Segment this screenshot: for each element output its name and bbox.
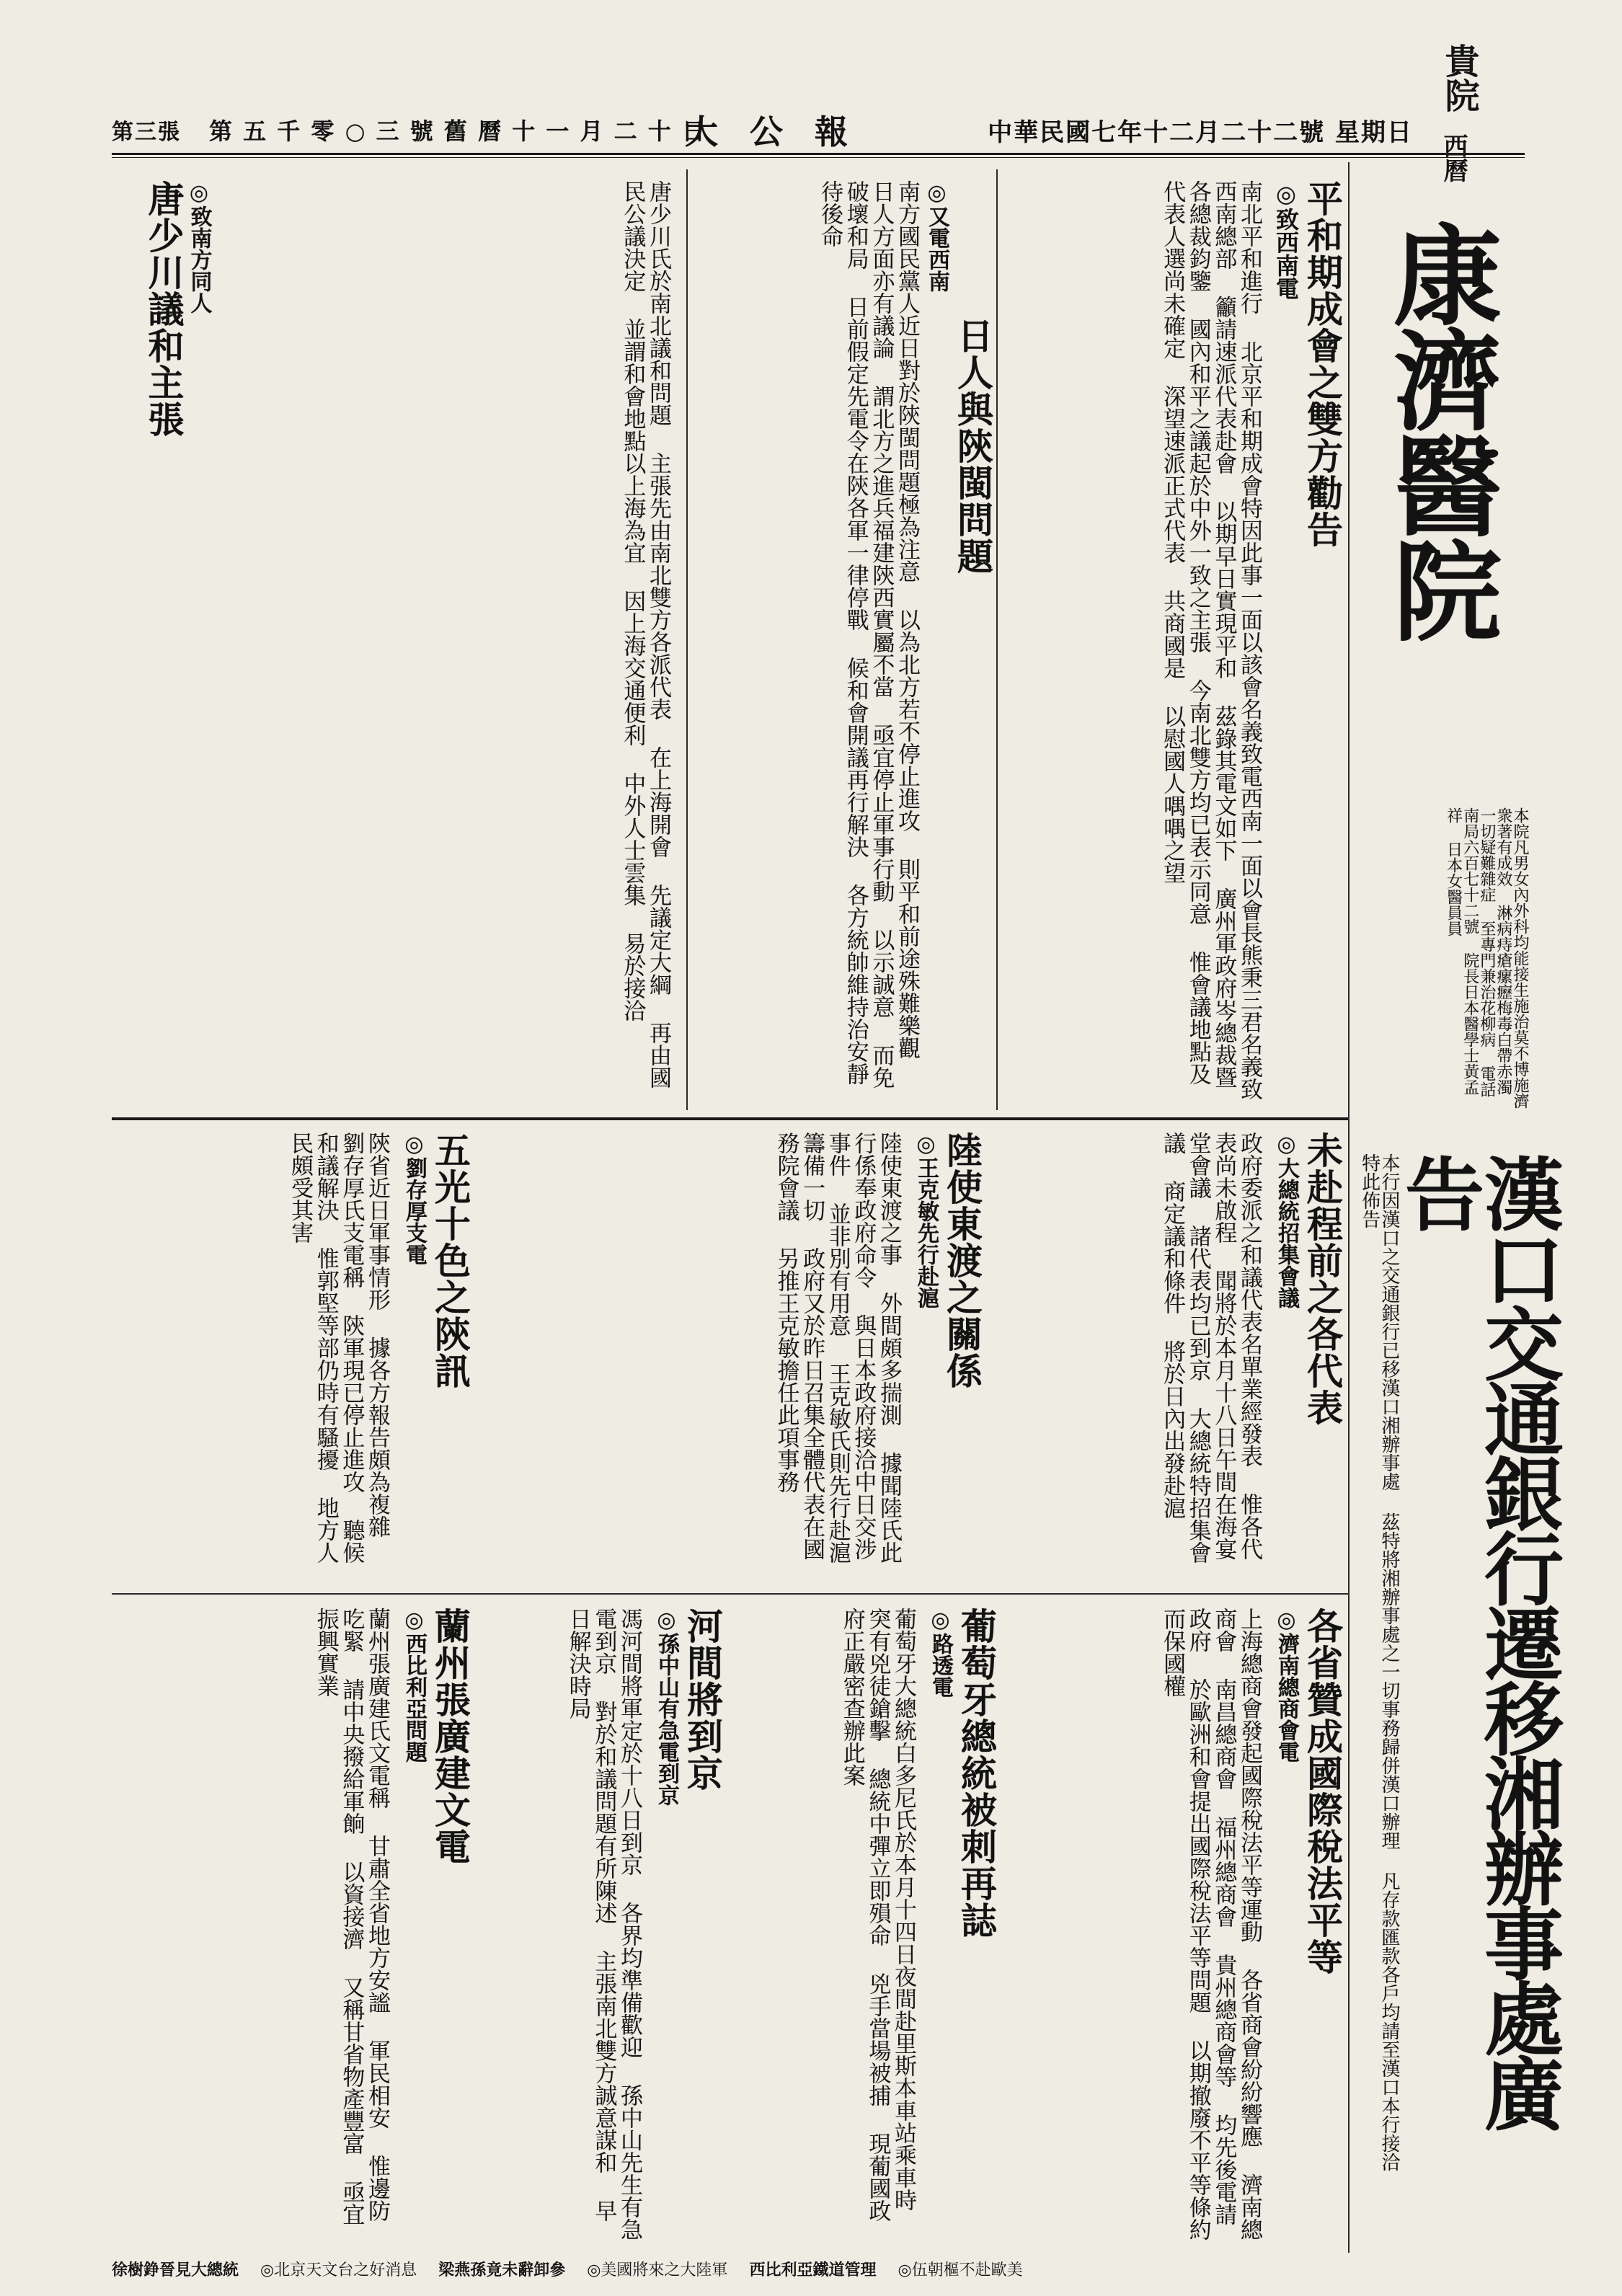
brief-headline: 徐樹錚晉見大總統 (112, 2261, 239, 2279)
masthead-rule (112, 153, 1525, 155)
article-body: 南北平和進行 北京平和期成會特因此事一面以該會名義致電西南一面以會長熊秉三君名義致西南總部 籲請速派代表赴會 以期早日實現平和 茲錄其電文如下 廣州軍政府岑總裁暨各總裁鈞鑒 國內和平之議起於中外一致之主張 今南北雙方均已表示同意 惟會議地點及代表人選尚未確定 深望速派正式代表 共商國是 以慰國人喁喁之望 (1159, 180, 1262, 1100)
brief-headline: 西比利亞鐵道管理 (749, 2261, 877, 2279)
masthead-paper-name: 大 公 報 (684, 112, 859, 151)
ad-divider (1348, 162, 1350, 2253)
article-shaanxi-news (115, 1125, 469, 1586)
article-body: 葡萄牙大總統白多尼氏於本月十四日夜間赴里斯本車站乘車時 突有兇徒鎗擊 總統中彈立即殞命 兇手當場被捕 現葡國政府正嚴密查辦此案 (838, 1608, 916, 2237)
article-body: 陝省近日軍事情形 據各方報告頗為複雜 劉存厚氏支電稱 陝軍現已停止進攻 聽候和議解決 惟郭堅等部仍時有騷擾 地方人民頗受其害 (287, 1132, 390, 1564)
article-headline: 葡萄牙總統被刺再誌 (955, 1608, 998, 1938)
article-headline: 蘭州張廣建文電 (429, 1608, 471, 1865)
article-subhead: ◎致南方同人 (186, 180, 212, 314)
masthead-rule-thin (112, 157, 1525, 158)
article-portugal (728, 1600, 998, 2249)
article-headline: 平和期成會之雙方勸告 (1301, 180, 1344, 548)
section-divider (112, 1117, 1348, 1120)
article-hejian (476, 1600, 724, 2249)
article-headline: 唐少川議和主張 (142, 180, 185, 438)
ad-hankou-bank (1355, 1125, 1564, 2256)
article-headline: 日人與陝閩問題 (952, 317, 994, 575)
article-body: 上海總商會發起國際稅法平等運動 各省商會紛紛響應 濟南總商會 南昌總商會 福州總商會 貴州總商會等 均先後電請政府 於歐洲和會提出國際稅法平等問題 以期撤廢不平等條約 而保國權 (1159, 1608, 1262, 2266)
article-body: 馮河間將軍定於十八日到京 各界均準備歡迎 孫中山先生有急電到京 對於和議問題有所陳述 主張南北雙方誠意謀和 早日解決時局 (564, 1608, 642, 2240)
article-headline: 各省贊成國際稅法平等 (1301, 1608, 1344, 1975)
ad-kangji-title: 康濟醫院 (1375, 220, 1502, 641)
article-subhead: ◎孫中山有急電到京 (654, 1608, 679, 1806)
masthead-issue-line: 第 五 千 零 ○ 三 號 舊 曆 十 一 月 二 十 日 (209, 118, 706, 145)
article-body: 蘭州張廣建氏文電稱 甘肅全省地方安謐 軍民相安 惟邊防吃緊 請中央撥給軍餉 以資接濟 又稱甘省物產豐富 亟宜振興實業 (312, 1608, 390, 2225)
article-headline: 五光十色之陝訊 (429, 1132, 471, 1389)
article-subhead: ◎致西南電 (1272, 180, 1300, 300)
brief-sub: ◎伍朝樞不赴歐美 (898, 2261, 1023, 2279)
article-lu-envoy (476, 1125, 995, 1590)
article-tariff-equality (1002, 1600, 1344, 2266)
column-rule (996, 169, 998, 1110)
article-body: 唐少川氏於南北議和問題 主張先由南北雙方各派代表 在上海開會 先議定大綱 再由國民公議決定 並謂和會地點以上海為宜 因上海交通便利 中外人士雲集 易於接洽 (619, 180, 671, 1089)
page-marker-right: 貴院 (1439, 43, 1479, 112)
ad-kangji-hospital (1355, 162, 1528, 1117)
article-headline: 未赴程前之各代表 (1301, 1132, 1344, 1426)
article-xu-shuzheng (1146, 1600, 1341, 1608)
ad-hankou-notice: 本行因漢口之交通銀行已移漢口湘辦事處 茲特將湘辦事處之一切事務歸併漢口辦理 凡存款匯款各戶均請至漢口本行接洽 特此佈告 (1358, 1153, 1400, 2193)
article-tang-shaochuan (115, 173, 678, 1110)
article-delegates (1002, 1125, 1344, 1586)
article-body: 南方國民黨人近日對於陝閩問題極為注意 以為北方若不停止進攻 則平和前途殊難樂觀 日人方面亦有議論 謂北方之進兵福建陝西實屬不當 亟宜停止軍事行動 以示誠意 而免破壞和局 日前假定先電令在陝各軍一律停戰 候和會開議再行解決 各方統帥維持治安靜待後命 (817, 180, 920, 1089)
page-marker-left: 西曆 (1439, 133, 1468, 182)
column-rule (686, 169, 688, 1110)
article-subhead: ◎王克敏先行赴滬 (913, 1132, 939, 1308)
article-subhead: ◎濟南總商會電 (1274, 1608, 1299, 1763)
article-lanzhou (115, 1600, 469, 2249)
article-headline: 河間將到京 (681, 1608, 724, 1791)
brief-headline: 梁燕孫竟未辭卸參 (438, 2261, 566, 2279)
ad-hankou-title: 漢口交通銀行遷移湘辦事處廣告 (1392, 1153, 1564, 2128)
ad-kangji-body: 本院凡男女內外科均能接生施治莫不博施濟衆著有成效 淋病痔瘡瘰癧梅毒白帶赤濁一切疑難雜症 至專門兼治花柳病 電話南局六百七十二號 院長日本醫學士黃孟祥 日本女醫員員 (1444, 807, 1529, 1109)
article-peace-society (1002, 173, 1344, 1110)
article-subhead: ◎西比利亞問題 (402, 1608, 427, 1763)
article-japan-shaanxi (692, 173, 994, 1110)
masthead-page-marker: 第三張 (112, 120, 181, 145)
bottom-briefs (112, 2258, 1348, 2292)
article-headline: 陸使東渡之關係 (941, 1132, 983, 1389)
row-rule (112, 1593, 1348, 1595)
article-subhead: ◎劉存厚支電 (402, 1132, 427, 1265)
article-body: 政府委派之和議代表名單業經發表 惟各代表尚未啟程 聞將於本月十八日午間在海宴堂會議 諸代表均已到京 大總統特招集會議 商定議和條件 將於日內出發赴滬 (1159, 1132, 1262, 1564)
article-subhead: ◎路透電 (928, 1608, 953, 1698)
article-subhead: ◎大總統招集會議 (1274, 1132, 1299, 1308)
masthead-date-line: 中華民國七年十二月二十二號 星期日 (988, 118, 1413, 147)
brief-sub: ◎美國將來之大陸軍 (587, 2261, 728, 2279)
article-body: 陸使東渡之事 外間頗多揣測 據聞陸氏此行係奉政府命令 與日本政府接洽中日交涉事件 並非別有用意 王克敏氏則先行赴滬 籌備一切 政府又於昨日召集全體代表在國務院會議 另推王克敏擔任此項事務 (773, 1132, 902, 1590)
article-subhead: ◎又電西南 (924, 180, 949, 292)
brief-sub: ◎北京天文台之好消息 (260, 2261, 417, 2279)
